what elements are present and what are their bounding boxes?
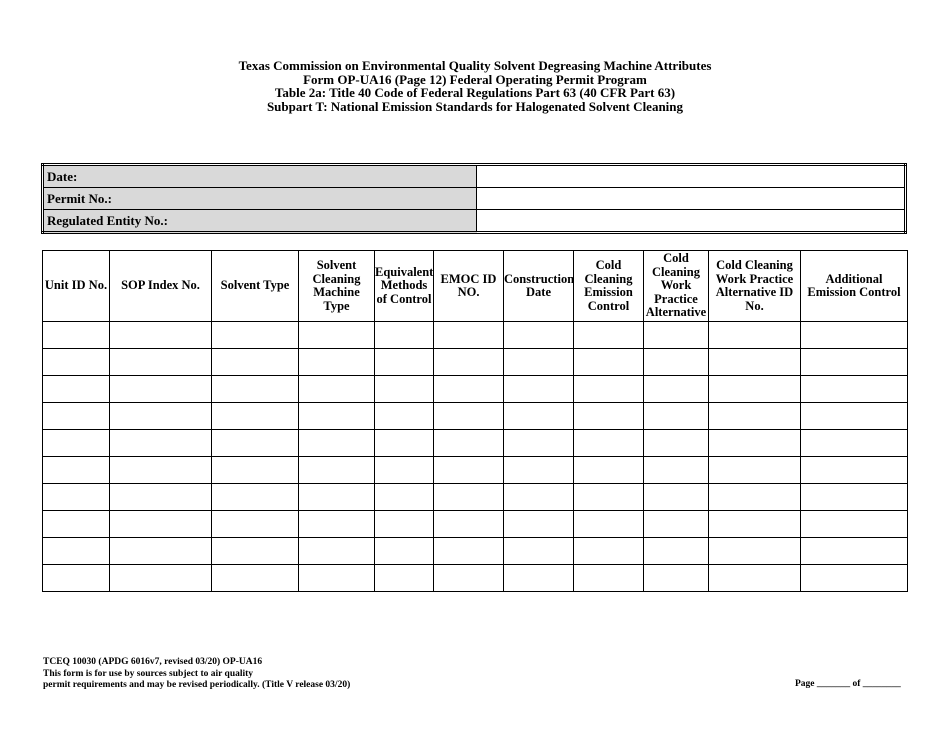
permit-label: Permit No.: <box>43 188 477 210</box>
table-cell[interactable] <box>212 538 299 565</box>
table-cell[interactable] <box>504 430 574 457</box>
table-cell[interactable] <box>709 511 801 538</box>
table-row <box>43 403 908 430</box>
table-cell[interactable] <box>299 538 375 565</box>
table-cell[interactable] <box>434 511 504 538</box>
table-cell[interactable] <box>504 349 574 376</box>
date-row <box>43 165 906 188</box>
table-cell[interactable] <box>574 538 644 565</box>
table-row <box>43 538 908 565</box>
table-row <box>43 565 908 592</box>
col-cold-work-practice-id: Cold Cleaning Work Practice Alternative ID No. <box>709 251 801 322</box>
table-cell[interactable] <box>709 376 801 403</box>
table-cell[interactable] <box>434 322 504 349</box>
table-cell[interactable] <box>709 457 801 484</box>
table-cell[interactable] <box>709 349 801 376</box>
table-cell[interactable] <box>801 511 908 538</box>
table-cell[interactable] <box>709 403 801 430</box>
table-cell[interactable] <box>644 322 709 349</box>
table-cell[interactable] <box>43 457 110 484</box>
table-cell[interactable] <box>375 457 434 484</box>
table-cell[interactable] <box>212 349 299 376</box>
table-cell[interactable] <box>434 349 504 376</box>
title-line-3: Table 2a: Title 40 Code of Federal Regulations Part 63 (40 CFR Part 63) <box>274 85 676 100</box>
table-cell[interactable] <box>801 430 908 457</box>
table-cell[interactable] <box>709 538 801 565</box>
table-cell[interactable] <box>212 403 299 430</box>
table-cell[interactable] <box>110 511 212 538</box>
table-cell[interactable] <box>434 565 504 592</box>
table-cell[interactable] <box>801 376 908 403</box>
footer-line-3: permit requirements and may be revised periodically. (Title V release 03/20) <box>43 680 351 690</box>
table-cell[interactable] <box>574 430 644 457</box>
date-field[interactable] <box>477 165 906 188</box>
title-line-1: Texas Commission on Environmental Quality Solvent Degreasing Machine Attributes <box>238 58 712 73</box>
table-cell[interactable] <box>110 484 212 511</box>
table-cell[interactable] <box>434 376 504 403</box>
table-cell[interactable] <box>504 403 574 430</box>
table-cell[interactable] <box>212 484 299 511</box>
table-cell[interactable] <box>434 484 504 511</box>
footer-notice <box>43 657 350 692</box>
table-cell[interactable] <box>574 565 644 592</box>
table-cell[interactable] <box>644 511 709 538</box>
attributes-table <box>42 250 908 592</box>
entity-field[interactable] <box>477 210 906 233</box>
table-body <box>43 322 908 592</box>
col-cold-emission-control: Cold Cleaning Emission Control <box>574 251 644 322</box>
table-cell[interactable] <box>574 322 644 349</box>
table-cell[interactable] <box>434 457 504 484</box>
table-cell[interactable] <box>110 403 212 430</box>
table-cell[interactable] <box>801 349 908 376</box>
table-row <box>43 322 908 349</box>
table-cell[interactable] <box>434 403 504 430</box>
table-cell[interactable] <box>574 457 644 484</box>
footer-line-1: TCEQ 10030 (APDG 6016v7, revised 03/20) OP-UA16 <box>43 657 263 667</box>
col-construction-date: Construction Date <box>504 251 574 322</box>
title-line-4: Subpart T: National Emission Standards for Halogenated Solvent Cleaning <box>266 98 684 114</box>
table-cell[interactable] <box>801 565 908 592</box>
table-cell[interactable] <box>574 376 644 403</box>
table-cell[interactable] <box>434 538 504 565</box>
col-solvent-type: Solvent Type <box>212 251 299 322</box>
table-cell[interactable] <box>43 430 110 457</box>
table-cell[interactable] <box>212 457 299 484</box>
table-cell[interactable] <box>434 430 504 457</box>
table-cell[interactable] <box>504 457 574 484</box>
table-cell[interactable] <box>644 349 709 376</box>
table-cell[interactable] <box>574 349 644 376</box>
table-cell[interactable] <box>709 430 801 457</box>
table-cell[interactable] <box>43 511 110 538</box>
table-cell[interactable] <box>110 457 212 484</box>
table-cell[interactable] <box>801 322 908 349</box>
table-cell[interactable] <box>574 484 644 511</box>
title-line-2: Form OP-UA16 (Page 12) Federal Operating Permit Program <box>303 71 647 87</box>
table-cell[interactable] <box>212 430 299 457</box>
header-info-table <box>41 163 907 234</box>
table-cell[interactable] <box>110 565 212 592</box>
table-cell[interactable] <box>504 322 574 349</box>
table-cell[interactable] <box>299 376 375 403</box>
table-row <box>43 349 908 376</box>
table-cell[interactable] <box>801 538 908 565</box>
table-cell[interactable] <box>299 511 375 538</box>
table-cell[interactable] <box>504 484 574 511</box>
table-row <box>43 511 908 538</box>
form-title <box>0 59 950 113</box>
col-additional-control: Additional Emission Control <box>801 251 908 322</box>
table-cell[interactable] <box>644 484 709 511</box>
table-cell[interactable] <box>43 376 110 403</box>
col-unit-id: Unit ID No. <box>43 251 110 322</box>
table-cell[interactable] <box>574 403 644 430</box>
table-row <box>43 457 908 484</box>
header-row <box>43 251 908 322</box>
permit-field[interactable] <box>477 188 906 210</box>
table-cell[interactable] <box>43 538 110 565</box>
table-cell[interactable] <box>504 565 574 592</box>
table-cell[interactable] <box>43 565 110 592</box>
table-cell[interactable] <box>299 565 375 592</box>
col-sop-index: SOP Index No. <box>110 251 212 322</box>
table-cell[interactable] <box>801 484 908 511</box>
table-cell[interactable] <box>375 484 434 511</box>
table-cell[interactable] <box>504 376 574 403</box>
table-cell[interactable] <box>212 322 299 349</box>
entity-row <box>43 210 906 233</box>
table-cell[interactable] <box>709 322 801 349</box>
table-cell[interactable] <box>299 457 375 484</box>
table-cell[interactable] <box>644 538 709 565</box>
table-cell[interactable] <box>299 403 375 430</box>
table-cell[interactable] <box>644 565 709 592</box>
table-cell[interactable] <box>212 565 299 592</box>
table-cell[interactable] <box>375 349 434 376</box>
table-cell[interactable] <box>504 511 574 538</box>
table-cell[interactable] <box>801 403 908 430</box>
table-cell[interactable] <box>574 511 644 538</box>
col-equivalent-methods: Equivalent Methods of Control <box>375 251 434 322</box>
table-cell[interactable] <box>299 430 375 457</box>
col-cold-work-practice: Cold Cleaning Work Practice Alternative <box>644 251 709 322</box>
table-cell[interactable] <box>299 484 375 511</box>
table-cell[interactable] <box>110 322 212 349</box>
table-cell[interactable] <box>299 322 375 349</box>
entity-label: Regulated Entity No.: <box>43 210 477 233</box>
table-cell[interactable] <box>644 403 709 430</box>
col-emoc-id: EMOC ID NO. <box>434 251 504 322</box>
date-label: Date: <box>43 165 477 188</box>
table-cell[interactable] <box>375 430 434 457</box>
table-cell[interactable] <box>375 565 434 592</box>
table-cell[interactable] <box>375 376 434 403</box>
table-cell[interactable] <box>644 376 709 403</box>
table-cell[interactable] <box>43 349 110 376</box>
table-cell[interactable] <box>212 376 299 403</box>
table-cell[interactable] <box>375 403 434 430</box>
table-cell[interactable] <box>212 511 299 538</box>
table-cell[interactable] <box>43 403 110 430</box>
table-row <box>43 484 908 511</box>
col-machine-type: Solvent Cleaning Machine Type <box>299 251 375 322</box>
table-cell[interactable] <box>110 538 212 565</box>
footer-line-2: This form is for use by sources subject to air quality <box>43 668 254 679</box>
page-number: Page _______ of ________ <box>795 679 901 689</box>
table-cell[interactable] <box>375 511 434 538</box>
table-row <box>43 430 908 457</box>
table-cell[interactable] <box>644 430 709 457</box>
table-cell[interactable] <box>709 484 801 511</box>
table-cell[interactable] <box>644 457 709 484</box>
table-cell[interactable] <box>801 457 908 484</box>
table-row <box>43 376 908 403</box>
table-cell[interactable] <box>299 349 375 376</box>
permit-row <box>43 188 906 210</box>
table-cell[interactable] <box>375 322 434 349</box>
table-cell[interactable] <box>110 349 212 376</box>
table-cell[interactable] <box>375 538 434 565</box>
table-cell[interactable] <box>110 430 212 457</box>
table-cell[interactable] <box>43 484 110 511</box>
table-cell[interactable] <box>43 322 110 349</box>
table-cell[interactable] <box>709 565 801 592</box>
table-cell[interactable] <box>110 376 212 403</box>
table-cell[interactable] <box>504 538 574 565</box>
